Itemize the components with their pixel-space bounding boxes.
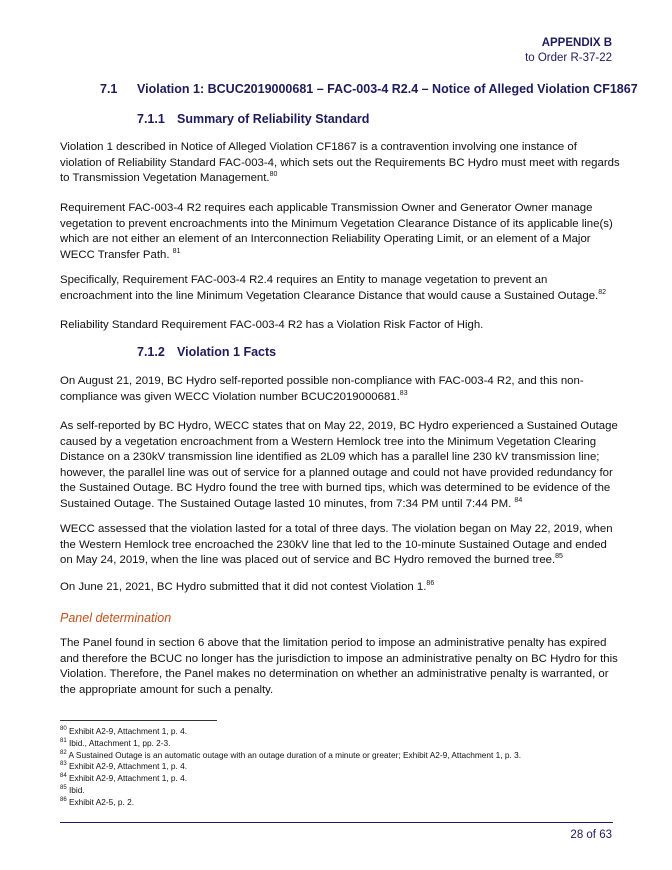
order-reference: to Order R-37-22 (525, 52, 612, 64)
paragraph-1: Violation 1 described in Notice of Alleged Violation CF1867 is a contravention involving one instance of violation of Reliability Standard FAC-003-4, which sets out the Requirements BC Hydro must meet with regards to Transmission Vegetation Management.$^{80}$ (60, 141, 620, 184)
section-title: Summary of Reliability Standard (177, 112, 370, 126)
paragraph-2: Requirement FAC-003-4 R2 requires each applicable Transmission Owner and Generator Owner manage vegetation to prevent encroachments into the Minimum Vegetation Clearance Distance of its applicable line(s) which are not either an element of an Interconnection Reliability Operating Limit, or an element of a Major WECC Transfer Path. $^{81}$ (60, 202, 613, 261)
footnote-86: $^{86}$ Exhibit A2-5, p. 2. (60, 796, 135, 807)
footnote-84: $^{84}$ Exhibit A2-9, Attachment 1, p. 4. (60, 773, 188, 784)
paragraph-5: On August 21, 2019, BC Hydro self-reported possible non-compliance with FAC-003-4 R2, and this non-compliance was given WECC Violation number BCUC2019000681.83 (60, 375, 584, 403)
paragraph-7: WECC assessed that the violation lasted for a total of three days. The violation began on May 22, 2019, when the Western Hemlock tree encroached the 230kV line that led to the 10-minute Sustained Outage and ended on May 24, 2019, when the line was placed out of service and BC Hydro removed the burned tree.$^{85}$ (60, 523, 613, 566)
paragraph-9: The Panel found in section 6 above that the limitation period to impose an administrative penalty has expired and therefore the BCUC no longer has the jurisdiction to impose an administrative penalty on BC Hydro for this Violation. Therefore, the Panel makes no determination on whether an administrative penalty is warranted, or the appropriate amount for such a penalty. (60, 637, 618, 696)
section-7-1-heading (100, 82, 638, 96)
section-number: 7.1.1 (137, 112, 165, 126)
paragraph-6: As self-reported by BC Hydro, WECC states that on May 22, 2019, BC Hydro experienced a Sustained Outage caused by a vegetation encroachment from a Western Hemlock tree into the Minimum Vegetation Clearing Distance on a 230kV transmission line identified as 2L09 which has a parallel line 230 kV transmission line; however, the parallel line was out of service for a planned outage and could not have provided redundancy for the Sustained Outage. BC Hydro found the tree with burned tips, which was determined to be evidence of the Sustained Outage. The Sustained Outage lasted 10 minutes, from 7:34 PM until 7:44 PM. $^{84}$ (60, 420, 618, 510)
section-title: Violation 1 Facts (177, 345, 277, 359)
appendix-header (525, 36, 612, 66)
footnote-divider (60, 720, 217, 721)
section-7-1-1-heading (137, 112, 369, 126)
paragraph-3: Specifically, Requirement FAC-003-4 R2.4 requires an Entity to manage vegetation to prevent an encroachment into the line Minimum Vegetation Clearance Distance that would cause a Sustained Outage.$^{82}$ (60, 274, 607, 302)
footnote-80: $^{80}$ Exhibit A2-9, Attachment 1, p. 4. (60, 726, 188, 736)
section-7-1-2-heading (137, 345, 276, 359)
footnote-ref[interactable]: 85 (555, 553, 563, 561)
footnote-ref[interactable]: 80 (269, 171, 278, 179)
footer-divider (60, 822, 613, 823)
section-title: Violation 1: BCUC2019000681 – FAC-003-4 R2.4 – Notice of Alleged Violation CF1867 (137, 82, 638, 96)
footnote-ref[interactable]: 86 (426, 580, 435, 588)
footnote-ref[interactable]: 83 (399, 389, 408, 397)
panel-determination-heading: Panel determination (60, 611, 172, 625)
footnote-ref[interactable]: 82 (598, 288, 607, 296)
footnotes (60, 726, 620, 809)
footnote-ref[interactable]: 81 (172, 247, 181, 255)
footnote-82: $^{82}$ A Sustained Outage is an automatic outage with an outage duration of a minute or greater; Exhibit A2-9, Attachment 1, p. 3. (60, 749, 522, 760)
paragraph-8: On June 21, 2021, BC Hydro submitted that it did not contest Violation 1.86 (60, 580, 435, 593)
footnote-ref[interactable]: 84 (514, 496, 523, 504)
page-number: 28 of 63 (570, 829, 612, 841)
footnote-81: $^{81}$ Ibid., Attachment 1, pp. 2-3. (60, 737, 171, 748)
footnote-83: $^{83}$ Exhibit A2-9, Attachment 1, p. 4. (60, 761, 188, 772)
appendix-label: APPENDIX B (541, 37, 612, 49)
section-number: 7.1.2 (137, 345, 165, 359)
paragraph-4: Reliability Standard Requirement FAC-003-4 R2 has a Violation Risk Factor of High. (60, 319, 484, 331)
section-number: 7.1 (100, 82, 118, 96)
footnote-85: $^{85}$ Ibid. (60, 784, 85, 795)
